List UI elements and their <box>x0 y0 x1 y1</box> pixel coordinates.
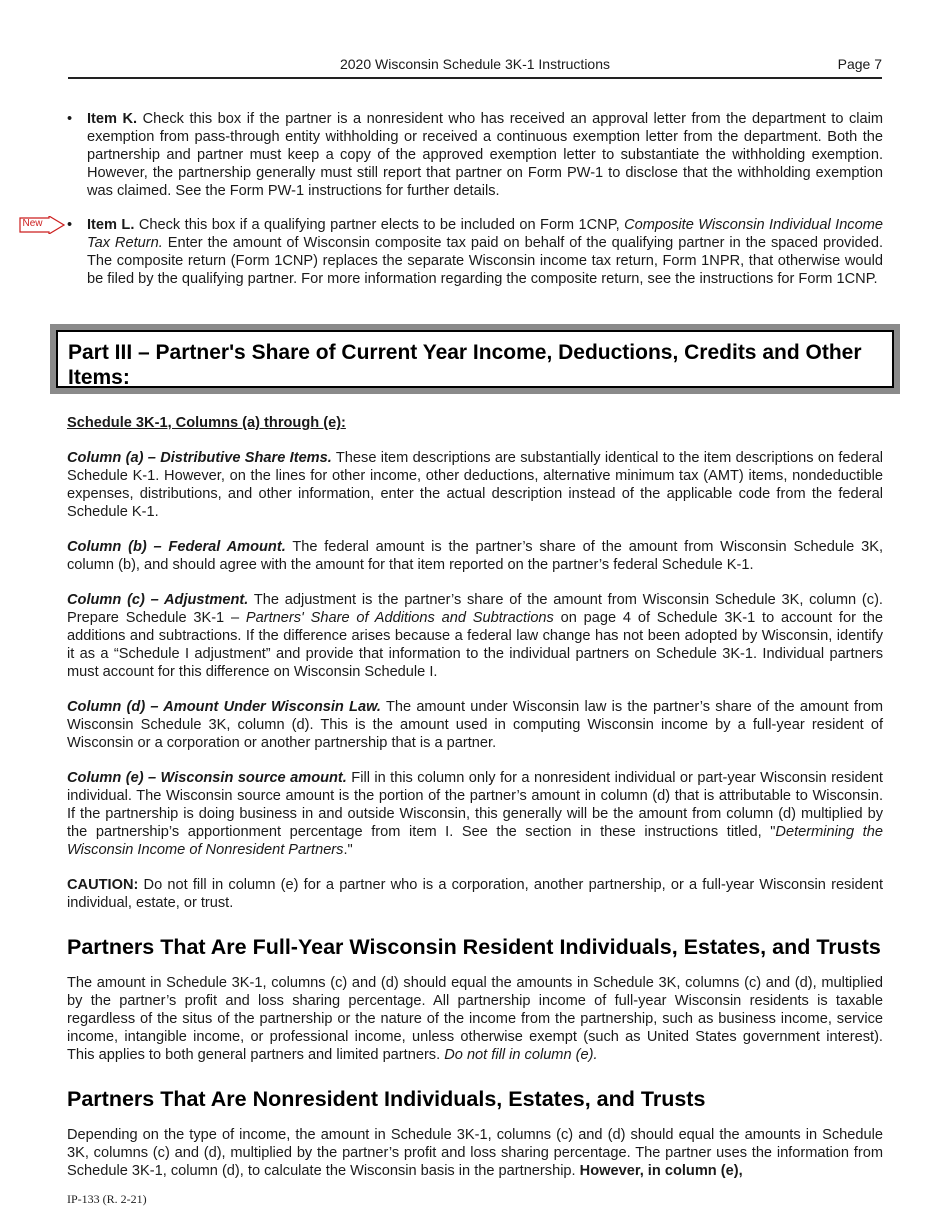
form-id-footer: IP-133 (R. 2-21) <box>67 1192 147 1206</box>
bullet-dot: • <box>67 217 73 233</box>
nonresident-paragraph <box>67 1126 883 1180</box>
column-b-text: The federal amount is the partner’s share of the amount from Wisconsin Schedule 3K, column (b), and should agree with the amount for that item reported on the partner’s federal Schedule K-1. <box>67 539 883 573</box>
column-e-text-before: Fill in this column only for a nonresident individual or part-year Wisconsin resident individual. The Wisconsin source amount is the portion of the partner’s amount in column (d) that is attributable to Wisconsin. If the partnership is doing business in and outside Wisconsin, this generally will be the amount from column (d) multiplied by the partnership’s apportionment percentage from item I. See the section in these instructions titled, " <box>67 770 883 840</box>
column-a-paragraph <box>67 449 883 521</box>
header-page-number: Page 7 <box>837 56 882 72</box>
column-c-label: Column (c) – Adjustment. <box>67 592 249 608</box>
new-badge-label: New <box>22 218 43 229</box>
part-iii-title: Part III – Partner's Share of Current Year Income, Deductions, Credits and Other Items: <box>56 330 894 388</box>
full-year-text: The amount in Schedule 3K-1, columns (c) and (d) should equal the amounts in Schedule 3K, columns (c) and (d), multiplied by the partner’s profit and loss sharing percentage. All partnership income of full-year Wisconsin residents is taxable regardless of the situs of the partnership or the nature of the income from the partnership, such as business income, service income, intangible income, or professional income, unless otherwise exempt (such as United States government interest). This applies to both general partners and limited partners. <box>67 975 883 1063</box>
item-l-label: Item L. <box>87 217 135 233</box>
header-title: 2020 Wisconsin Schedule 3K-1 Instructions <box>339 56 611 72</box>
column-a-text: These item descriptions are substantially identical to the item descriptions on federal Schedule K-1. However, on the lines for other income, other deductions, alternative minimum tax (AMT) items, nondeductible expenses, distributions, and other information, enter the actual description instead of the applicable code from the federal Schedule K-1. <box>67 450 883 520</box>
columns-section <box>67 414 883 1197</box>
item-k-label: Item K. <box>87 111 138 127</box>
columns-heading: Schedule 3K-1, Columns (a) through (e): <box>67 415 346 431</box>
column-c-text-before: The adjustment is the partner’s share of the amount from Wisconsin Schedule 3K, column (c). Prepare Schedule 3K-1 – <box>67 592 883 626</box>
item-k-bullet <box>67 110 883 200</box>
column-e-text-after: ." <box>343 842 353 858</box>
column-d-text: The amount under Wisconsin law is the partner’s share of the amount from Wisconsin Schedule 3K, column (d). This is the amount used in computing Wisconsin income by a full-year resident of Wisconsin or a corporation or another partnership that is a partner. <box>67 699 884 751</box>
column-c-paragraph <box>67 591 883 681</box>
item-l-text-after: Enter the amount of Wisconsin composite tax paid on behalf of the qualifying partner in the spaced provided. The composite return (Form 1CNP) replaces the separate Wisconsin income tax return, Form 1NPR, that otherwise would be filed by the qualifying partner. For more information regarding the composite return, see the instructions for Form 1CNP. <box>87 235 883 287</box>
nonresident-heading: Partners That Are Nonresident Individuals, Estates, and Trusts <box>67 1087 706 1111</box>
column-d-paragraph <box>67 698 883 752</box>
column-b-paragraph <box>67 538 883 574</box>
nonresident-bold-text: However, in column (e), <box>579 1163 743 1179</box>
caution-text: Do not fill in column (e) for a partner who is a corporation, another partnership, or a full-year Wisconsin resident individual, estate, or trust. <box>67 877 884 911</box>
column-e-label: Column (e) – Wisconsin source amount. <box>67 770 347 786</box>
caution-label: CAUTION: <box>67 877 139 893</box>
full-year-paragraph <box>67 974 883 1064</box>
column-c-text-after: on page 4 of Schedule 3K-1 to account for the additions and subtractions. If the difference arises because a federal law change has not been adopted by Wisconsin, identify it as a “Schedule I adjustment” and provide that information to the individual partners on Schedule 3K-1. Individual partners must account for this difference on Wisconsin Schedule I. <box>67 610 884 680</box>
column-d-label: Column (d) – Amount Under Wisconsin Law. <box>67 699 381 715</box>
part-iii-frame <box>50 324 900 394</box>
nonresident-text: Depending on the type of income, the amount in Schedule 3K-1, columns (c) and (d) should equal the amounts in Schedule 3K, columns (c) and (d), multiplied by the partner’s profit and loss sharing percentage. The partner uses the information from Schedule 3K-1, column (d), to calculate the Wisconsin basis in the partnership. <box>67 1127 883 1179</box>
column-e-paragraph <box>67 769 883 859</box>
full-year-heading: Partners That Are Full-Year Wisconsin Resident Individuals, Estates, and Trusts <box>67 935 881 959</box>
bullet-dot: • <box>67 111 73 127</box>
full-year-note: Do not fill in column (e). <box>444 1047 598 1063</box>
item-k-text: Check this box if the partner is a nonresident who has received an approval letter from the department to claim exemption from pass-through entity withholding or received a continuous exemption letter from the department. Both the partnership and partner must keep a copy of the approved exemption letter to substantiate the withholding exemption. However, the partnership generally must still report that partner on Form PW-1 to disclose that the withholding exemption was claimed. See the Form PW-1 instructions for further details. <box>87 111 883 199</box>
caution-paragraph <box>67 876 883 912</box>
item-l-form-title: Composite Wisconsin Individual Income Tax Return. <box>87 217 883 251</box>
item-l-text-before: Check this box if a qualifying partner elects to be included on Form 1CNP, <box>138 217 620 233</box>
column-e-section-title: Determining the Wisconsin Income of Nonresident Partners <box>67 824 883 858</box>
column-a-label: Column (a) – Distributive Share Items. <box>67 450 332 466</box>
page-header <box>68 55 882 79</box>
column-c-schedule-title: Partners' Share of Additions and Subtractions <box>245 610 554 626</box>
item-bullets <box>67 110 883 304</box>
item-l-bullet <box>67 216 883 288</box>
column-b-label: Column (b) – Federal Amount. <box>67 539 286 555</box>
